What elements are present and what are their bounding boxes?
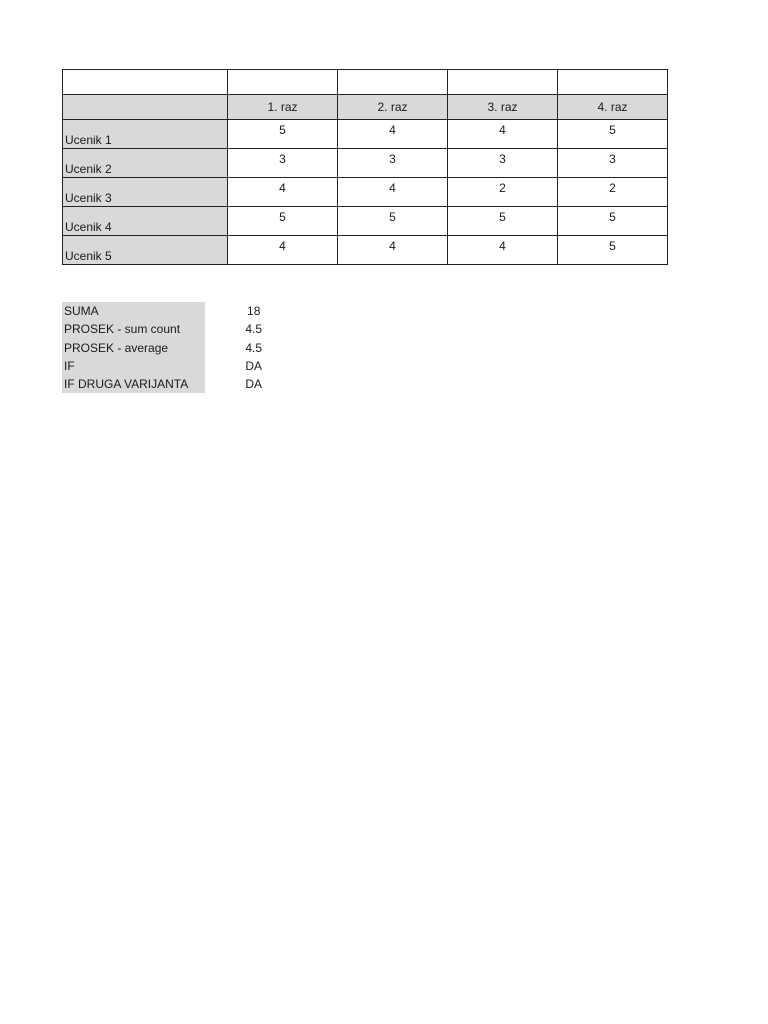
table-row [63, 207, 668, 236]
summary-label[interactable]: PROSEK - sum count [62, 320, 205, 338]
grades-table [62, 69, 668, 265]
empty-cell[interactable] [63, 70, 228, 95]
summary-row-prosek-average [62, 339, 302, 357]
grade-cell[interactable]: 2 [558, 178, 668, 207]
empty-cell[interactable] [558, 70, 668, 95]
summary-value[interactable]: 4.5 [245, 322, 263, 337]
summary-row-if-druga-varijanta [62, 375, 302, 393]
grade-cell[interactable]: 5 [558, 207, 668, 236]
grade-cell[interactable]: 4 [448, 120, 558, 149]
student-name-cell[interactable]: Ucenik 2 [63, 149, 228, 178]
grade-cell[interactable]: 4 [448, 236, 558, 265]
header-cell-raz-2[interactable]: 2. raz [338, 95, 448, 120]
header-cell-raz-4[interactable]: 4. raz [558, 95, 668, 120]
grade-cell[interactable]: 2 [448, 178, 558, 207]
grade-cell[interactable]: 4 [228, 236, 338, 265]
grade-cell[interactable]: 3 [228, 149, 338, 178]
table-row [63, 178, 668, 207]
header-row [63, 95, 668, 120]
student-name-cell[interactable]: Ucenik 3 [63, 178, 228, 207]
grades-sheet [62, 69, 668, 265]
header-cell-corner[interactable] [63, 95, 228, 120]
grade-cell[interactable]: 3 [558, 149, 668, 178]
summary-value[interactable]: DA [245, 359, 263, 374]
summary-value[interactable]: 4.5 [245, 340, 263, 355]
empty-cell[interactable] [338, 70, 448, 95]
summary-value[interactable]: 18 [247, 304, 261, 319]
summary-block [62, 302, 302, 393]
grade-cell[interactable]: 5 [228, 207, 338, 236]
empty-cell[interactable] [448, 70, 558, 95]
student-name-cell[interactable]: Ucenik 4 [63, 207, 228, 236]
header-cell-raz-1[interactable]: 1. raz [228, 95, 338, 120]
grade-cell[interactable]: 5 [558, 236, 668, 265]
summary-label[interactable]: SUMA [62, 302, 205, 320]
grade-cell[interactable]: 4 [338, 120, 448, 149]
grade-cell[interactable]: 5 [448, 207, 558, 236]
summary-row-if [62, 357, 302, 375]
table-row [63, 236, 668, 265]
student-name-cell[interactable]: Ucenik 5 [63, 236, 228, 265]
grade-cell[interactable]: 4 [338, 236, 448, 265]
header-cell-raz-3[interactable]: 3. raz [448, 95, 558, 120]
student-name-cell[interactable]: Ucenik 1 [63, 120, 228, 149]
grade-cell[interactable]: 3 [448, 149, 558, 178]
grade-cell[interactable]: 5 [558, 120, 668, 149]
table-row [63, 120, 668, 149]
summary-row-prosek-sum-count [62, 320, 302, 338]
grade-cell[interactable]: 3 [338, 149, 448, 178]
summary-label[interactable]: PROSEK - average [62, 339, 205, 357]
summary-label[interactable]: IF [62, 357, 205, 375]
grade-cell[interactable]: 4 [338, 178, 448, 207]
summary-value[interactable]: DA [245, 377, 263, 392]
summary-label[interactable]: IF DRUGA VARIJANTA [62, 375, 205, 393]
empty-cell[interactable] [228, 70, 338, 95]
blank-row [63, 70, 668, 95]
grade-cell[interactable]: 5 [228, 120, 338, 149]
table-row [63, 149, 668, 178]
grade-cell[interactable]: 4 [228, 178, 338, 207]
summary-row-suma [62, 302, 302, 320]
grade-cell[interactable]: 5 [338, 207, 448, 236]
